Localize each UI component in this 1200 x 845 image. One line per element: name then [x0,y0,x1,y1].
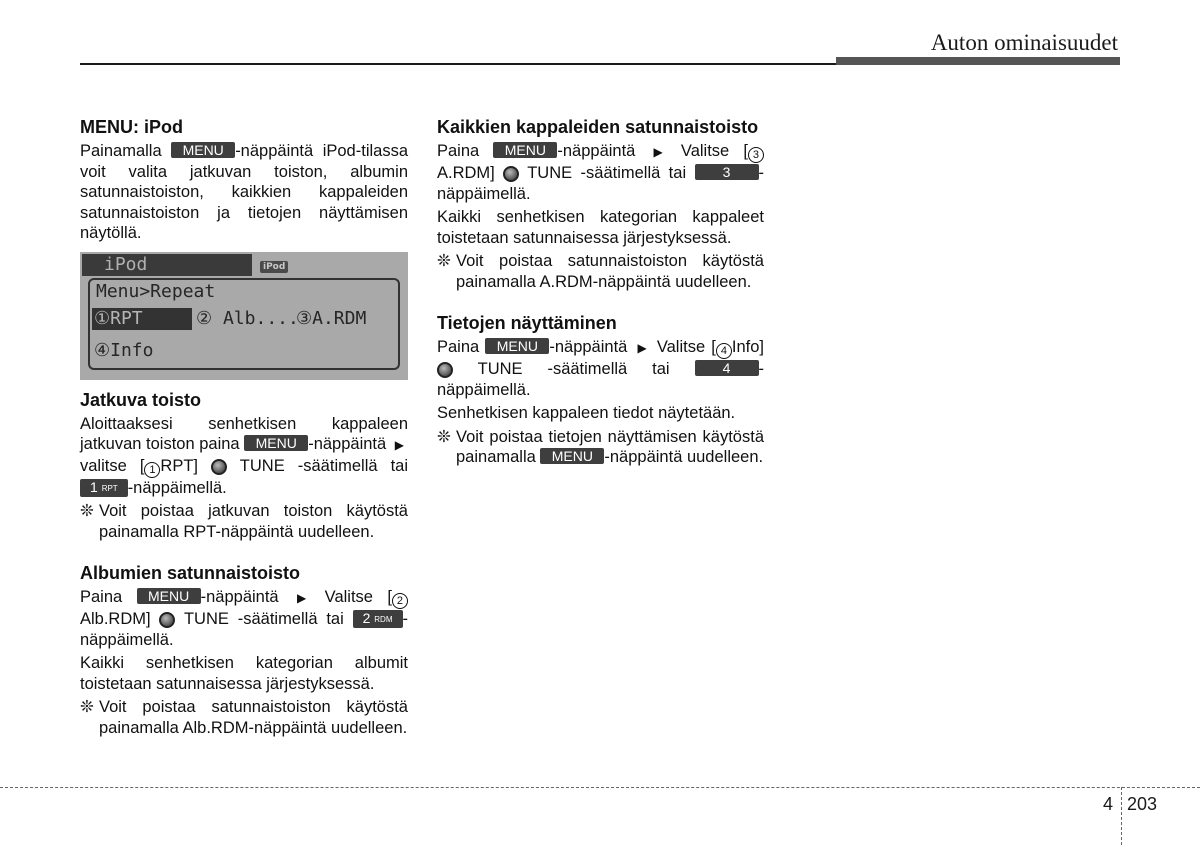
tune-knob-icon [159,612,175,628]
circled-two-icon: 2 [392,593,408,609]
arrow-right-icon: ▶ [653,145,663,159]
note-albumien-satunnaistoisto: ❊ Voit poistaa satunnaistoiston käytöstä painamalla Alb.RDM-näppäintä uudelleen. [80,698,408,737]
note-mark-icon: ❊ [437,427,451,446]
section-heading-albumien-satunnaistoisto: Albumien satunnaistoisto [80,563,301,583]
paragraph-albumien-jarjestys: Kaikki senhetkisen kategorian albumit toistetaan satunnaisessa järjestyksessä. [80,654,408,693]
lcd-option-rpt: ①RPT [94,307,143,329]
lcd-option-ardm: ③A.RDM [296,307,367,329]
tune-knob-icon [503,166,519,182]
paragraph-albumien-satunnaistoisto: Paina MENU -näppäintä ▶ Valitse [ 2Alb.RDM] TUNE -säätimellä tai 2 RDM -näppäimellä. [80,588,408,649]
menu-key-icon: MENU [540,448,604,464]
tune-knob-icon [437,362,453,378]
key-three-icon: 3 [695,164,759,180]
circled-one-icon: 1 [144,462,160,478]
note-mark-icon: ❊ [80,502,94,520]
arrow-right-icon: ▶ [297,591,307,605]
paragraph-kappaleiden-jarjestys: Kaikki senhetkisen kategorian kappaleet toistetaan satunnaisessa järjestyksessä. [437,208,764,247]
menu-key-icon: MENU [493,142,557,158]
menu-key-icon: MENU [485,338,549,354]
arrow-right-icon: ▶ [394,438,405,452]
chapter-number: 4 [1103,794,1114,814]
section-heading-jatkuva-toisto: Jatkuva toisto [80,389,202,410]
note-kaikkien-kappaleiden: ❊ Voit poistaa satunnaistoiston käytöstä painamalla A.RDM-näppäintä uudelleen. [437,252,764,291]
note-mark-icon: ❊ [437,252,451,270]
rpt-key-icon: 1 RPT [80,479,128,497]
menu-key-icon: MENU [171,142,235,158]
paragraph-kaikkien-kappaleiden: Paina MENU -näppäintä ▶ Valitse [ 3A.RDM] TUNE -säätimellä tai 3 -näppäimellä. [437,142,764,203]
lcd-option-alb: ② Alb.... [196,307,299,329]
key-four-icon: 4 [695,360,759,376]
paragraph-jatkuva-toisto: Aloittaaksesi senhetkisen kappaleen jatkuvan toiston paina MENU -näppäintä ▶ valitse [ 1 RPT] TUNE -säätimellä tai 1 RPT -näppäimellä. [80,414,409,497]
header-title: Auton ominaisuudet [930,30,1118,55]
lcd-tab: iPod [82,254,252,276]
circled-three-icon: 3 [748,147,764,163]
lcd-menu-title: Menu>Repeat [96,280,216,302]
paragraph-tietojen-nayttaminen: Paina MENU -näppäintä ▶ Valitse [ 4 Info] TUNE -säätimellä tai 4 -näppäimellä. [437,338,764,399]
ipod-display-image [80,252,408,380]
lcd-option-info: ④Info [94,339,154,361]
section-heading-menu-ipod: MENU: iPod [80,117,183,137]
left-column [80,117,408,741]
paragraph-menu-ipod: Painamalla MENU -näppäintä iPod-tilassa voit valita jatkuvan toiston, albumin satunnaistoiston, kaikkien kappaleiden satunnaistoiston ja tietojen näyttämisen näytöllä. [80,142,409,242]
header-bar [836,57,1120,65]
middle-column [437,117,764,471]
circled-four-icon: 4 [716,343,732,359]
tune-knob-icon [211,459,227,475]
footer-divider [1121,787,1122,845]
note-mark-icon: ❊ [80,698,94,716]
arrow-right-icon: ▶ [637,341,647,355]
section-heading-tietojen-nayttaminen: Tietojen näyttäminen [437,313,617,333]
rdm-key-icon: 2 RDM [353,610,403,628]
header-rule [80,63,836,65]
footer-dashed-line [0,787,1200,788]
note-tietojen-nayttaminen: ❊ Voit poistaa tietojen näyttämisen käytöstä painamalla MENU -näppäintä uudelleen. [437,427,764,466]
menu-key-icon: MENU [137,588,201,604]
page-number: 203 [1127,794,1158,814]
menu-key-icon: MENU [244,435,308,451]
section-heading-kaikkien-kappaleiden: Kaikkien kappaleiden satunnaistoisto [437,117,759,137]
note-jatkuva-toisto: ❊ Voit poistaa jatkuvan toiston käytöstä painamalla RPT-näppäintä uudelleen. [80,502,408,541]
paragraph-tiedot-naytetaan: Senhetkisen kappaleen tiedot näytetään. [437,404,736,422]
lcd-ipod-badge: iPod [260,261,288,273]
